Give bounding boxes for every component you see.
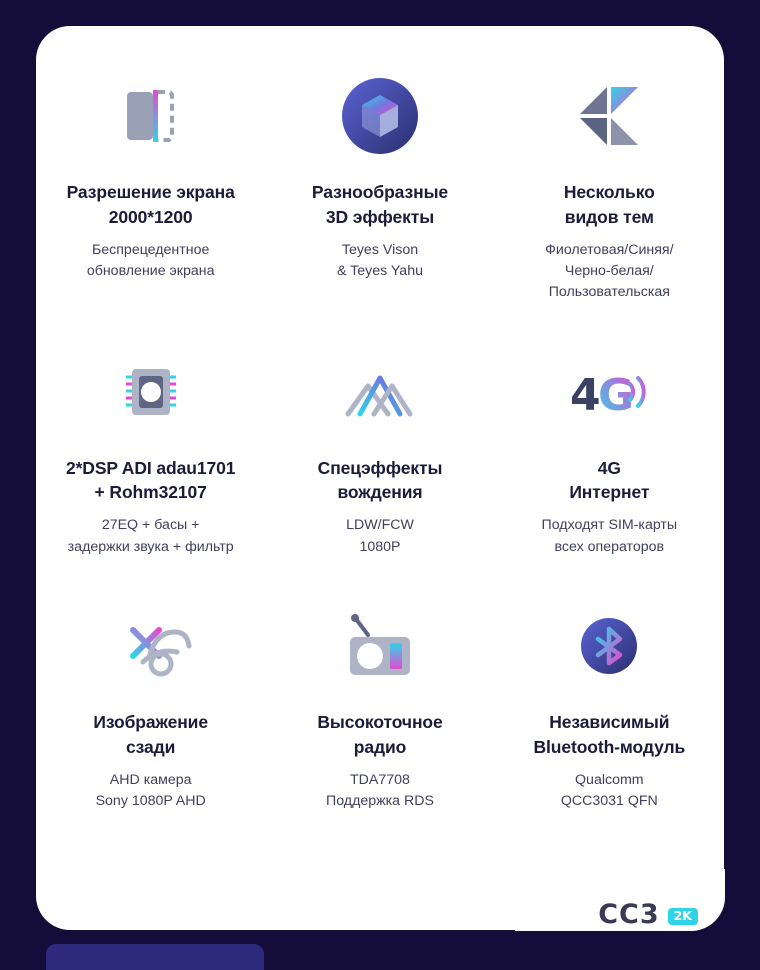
radio-icon	[334, 592, 426, 700]
logo-text: CC3	[598, 899, 660, 930]
feature-item	[36, 52, 265, 304]
feature-title: Независимый Bluetooth-модуль	[533, 711, 686, 757]
feature-subtitle: 27EQ + басы + задержки звука + фильтр	[67, 517, 234, 555]
dsp-chip-icon	[108, 338, 194, 446]
feature-item	[36, 328, 265, 558]
bottom-strip	[46, 944, 264, 970]
feature-title: 4G Интернет	[569, 457, 650, 503]
feature-title: Высокоточное радио	[317, 711, 443, 757]
feature-subtitle: Подходят SIM-карты всех операторов	[541, 517, 678, 555]
feature-item	[495, 52, 724, 304]
feature-subtitle: Беспрецедентное обновление экрана	[86, 241, 215, 279]
feature-title: Несколько видов тем	[563, 182, 655, 227]
feature-title: Разнообразные 3D эффекты	[311, 182, 449, 227]
svg-text:4: 4	[570, 369, 601, 421]
feature-item	[265, 328, 494, 558]
logo-2k-badge: 2K	[668, 908, 698, 926]
themes-icon	[566, 62, 652, 170]
cube-3d-effects-icon	[337, 62, 423, 170]
feature-title: Изображение сзади	[93, 711, 208, 757]
feature-item	[495, 328, 724, 558]
driving-effects-icon	[330, 338, 430, 446]
feature-title: Разрешение экрана 2000*1200	[66, 182, 235, 227]
feature-subtitle: AHD камера Sony 1080P AHD	[95, 771, 206, 809]
svg-text:G: G	[598, 369, 635, 421]
feature-subtitle: Qualcomm QCC3031 QFN	[560, 771, 658, 809]
product-logo	[598, 899, 698, 930]
feature-subtitle: TDA7708 Поддержка RDS	[326, 771, 434, 809]
feature-title: 2*DSP ADI adau1701 + Rohm32107	[65, 457, 236, 503]
feature-grid	[36, 52, 724, 812]
feature-item	[495, 582, 724, 812]
feature-item	[265, 582, 494, 812]
feature-title: Спецэффекты вождения	[317, 457, 443, 503]
feature-subtitle: Teyes Vison & Teyes Yahu	[337, 241, 423, 279]
feature-subtitle: LDW/FCW 1080P	[346, 517, 414, 555]
feature-subtitle: Фиолетовая/Синяя/ Черно-белая/ Пользовательская	[545, 241, 674, 301]
screen-resolution-icon	[109, 62, 193, 170]
feature-item	[265, 52, 494, 304]
rear-camera-icon	[99, 592, 203, 700]
feature-item	[36, 582, 265, 812]
4g-internet-icon	[554, 338, 664, 446]
bluetooth-icon	[566, 592, 652, 700]
